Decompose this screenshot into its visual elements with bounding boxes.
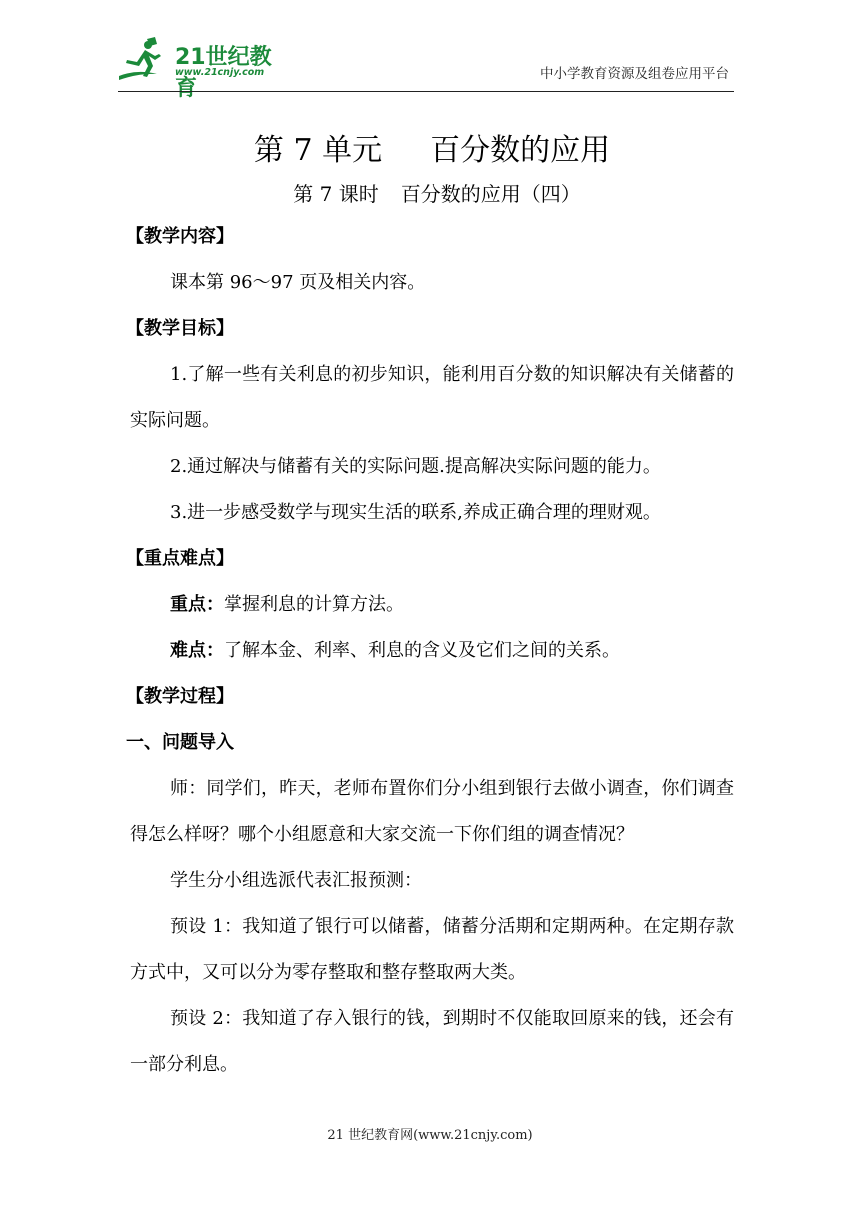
page-header <box>0 0 860 101</box>
lesson-number: 第 7 课时 <box>293 182 379 206</box>
unit-name: 百分数的应用 <box>430 133 611 168</box>
paragraph-students: 学生分小组选派代表汇报预测： <box>170 870 422 891</box>
goal-item-2: 2.通过解决与储蓄有关的实际问题.提高解决实际问题的能力。 <box>170 456 661 477</box>
unit-title <box>130 128 734 174</box>
goal-item-3: 3.进一步感受数学与现实生活的联系,养成正确合理的理财观。 <box>170 502 661 523</box>
section-heading-content: 【教学内容】 <box>126 226 234 247</box>
difficult-point-text: 了解本金、利率、利息的含义及它们之间的关系。 <box>224 640 620 661</box>
runner-logo-icon <box>117 36 172 81</box>
paragraph-preset-2: 预设 2：我知道了存入银行的钱，到期时不仅能取回原来的钱，还会有一部分利息。 <box>130 1008 734 1075</box>
difficult-point-label: 难点： <box>170 640 224 661</box>
unit-number: 第 7 单元 <box>253 133 383 168</box>
logo-url: www.21cnjy.com <box>175 67 265 78</box>
key-point <box>130 582 734 628</box>
key-point-text: 掌握利息的计算方法。 <box>224 594 404 615</box>
logo-text: 21世纪教育 <box>175 45 272 101</box>
paragraph-preset-1: 预设 1：我知道了银行可以储蓄，储蓄分活期和定期两种。在定期存款方式中，又可以分为零存整取和整存整取两大类。 <box>130 916 734 983</box>
lesson-name: 百分数的应用（四） <box>400 182 581 206</box>
paragraph-teacher: 师：同学们，昨天，老师布置你们分小组到银行去做小调查，你们调查得怎么样呀？哪个小组愿意和大家交流一下你们组的调查情况？ <box>130 778 734 845</box>
part-heading-intro: 一、问题导入 <box>126 732 234 753</box>
platform-tagline: 中小学教育资源及组卷应用平台 <box>540 66 729 82</box>
content-text: 课本第 96～97 页及相关内容。 <box>170 272 426 293</box>
document-body <box>126 128 734 1088</box>
goal-item-1: 1.了解一些有关利息的初步知识，能利用百分数的知识解决有关储蓄的实际问题。 <box>130 364 734 431</box>
key-point-label: 重点： <box>170 594 224 615</box>
site-logo[interactable] <box>117 36 287 101</box>
page-footer: 21 世纪教育网(www.21cnjy.com) <box>327 1128 533 1143</box>
lesson-title <box>130 174 734 214</box>
section-heading-goals: 【教学目标】 <box>126 318 234 339</box>
section-heading-process: 【教学过程】 <box>126 686 234 707</box>
header-divider <box>118 91 734 92</box>
section-heading-key-points: 【重点难点】 <box>126 548 234 569</box>
difficult-point <box>130 628 734 674</box>
